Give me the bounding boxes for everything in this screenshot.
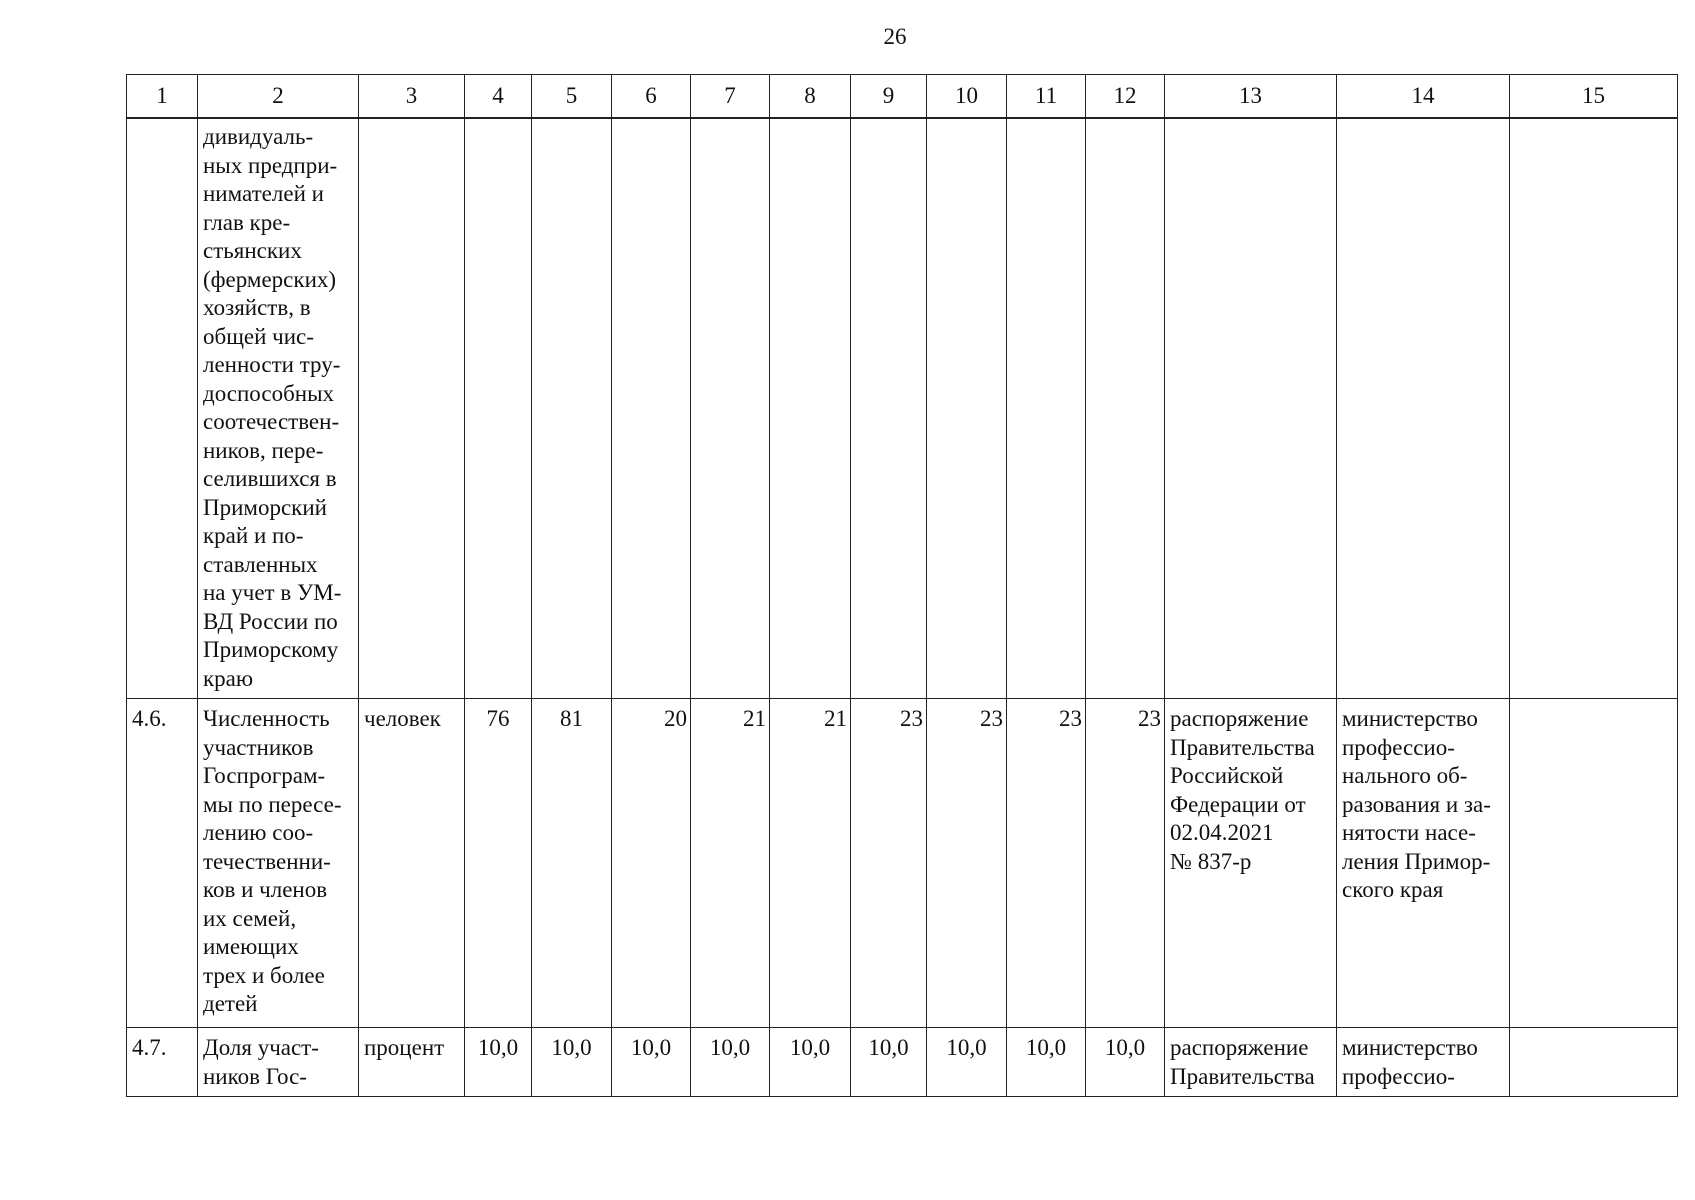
value-cell: 10,0 [1007,1028,1086,1097]
value-cell: 76 [465,699,532,1028]
value-cell [1086,118,1165,699]
value-cell: 20 [612,699,691,1028]
value-cell: 10,0 [691,1028,770,1097]
header-row [127,75,1678,119]
source-document [1165,118,1337,699]
value-cell: 10,0 [532,1028,612,1097]
note-cell [1510,1028,1678,1097]
column-header-14: 14 [1337,75,1510,119]
row-number: 4.6. [127,699,198,1028]
source-document: распоряжение Правительства Российской Федерации от 02.04.2021 № 837-р [1165,699,1337,1028]
value-cell: 10,0 [1086,1028,1165,1097]
column-header-3: 3 [359,75,465,119]
indicator-name: дивидуаль- ных предпри- нимателей и глав кре- стьянских (фермерских) хозяйств, в общей чис- ленности тру- доспособных соотечествен- ников, пере- селившихся в Приморский край и по- ставленных на учет в УМ- ВД России по Приморскому краю [198,118,359,699]
source-document: распоряжение Правительства [1165,1028,1337,1097]
value-cell: 23 [927,699,1007,1028]
unit-of-measure: процент [359,1028,465,1097]
table-row [127,118,1678,699]
value-cell [927,118,1007,699]
value-cell [851,118,927,699]
value-cell: 21 [691,699,770,1028]
unit-of-measure [359,118,465,699]
value-cell: 23 [851,699,927,1028]
table-row [127,699,1678,1028]
responsible-body [1337,118,1510,699]
value-cell [532,118,612,699]
column-header-5: 5 [532,75,612,119]
column-header-7: 7 [691,75,770,119]
indicators-table [126,74,1678,1097]
value-cell: 10,0 [465,1028,532,1097]
indicator-name: Численность участников Госпрограм- мы по пересе- лению соо- течественни- ков и членов их семей, имеющих трех и более детей [198,699,359,1028]
value-cell: 21 [770,699,851,1028]
row-number [127,118,198,699]
value-cell [770,118,851,699]
column-header-15: 15 [1510,75,1678,119]
responsible-body: министерство профессио- нального об- разования и за- нятости насе- ления Примор- ского края [1337,699,1510,1028]
column-header-12: 12 [1086,75,1165,119]
column-header-13: 13 [1165,75,1337,119]
value-cell: 23 [1086,699,1165,1028]
responsible-body: министерство профессио- [1337,1028,1510,1097]
column-header-4: 4 [465,75,532,119]
value-cell [1007,118,1086,699]
column-header-6: 6 [612,75,691,119]
column-header-1: 1 [127,75,198,119]
value-cell: 81 [532,699,612,1028]
note-cell [1510,699,1678,1028]
row-number: 4.7. [127,1028,198,1097]
column-header-9: 9 [851,75,927,119]
value-cell: 10,0 [851,1028,927,1097]
page-number: 26 [883,24,907,49]
value-cell: 10,0 [927,1028,1007,1097]
column-header-11: 11 [1007,75,1086,119]
value-cell [465,118,532,699]
column-header-2: 2 [198,75,359,119]
unit-of-measure: человек [359,699,465,1028]
value-cell [612,118,691,699]
value-cell: 10,0 [612,1028,691,1097]
column-header-8: 8 [770,75,851,119]
indicator-name: Доля участ- ников Гос- [198,1028,359,1097]
value-cell: 23 [1007,699,1086,1028]
value-cell [691,118,770,699]
value-cell: 10,0 [770,1028,851,1097]
note-cell [1510,118,1678,699]
table-row [127,1028,1678,1097]
column-header-10: 10 [927,75,1007,119]
